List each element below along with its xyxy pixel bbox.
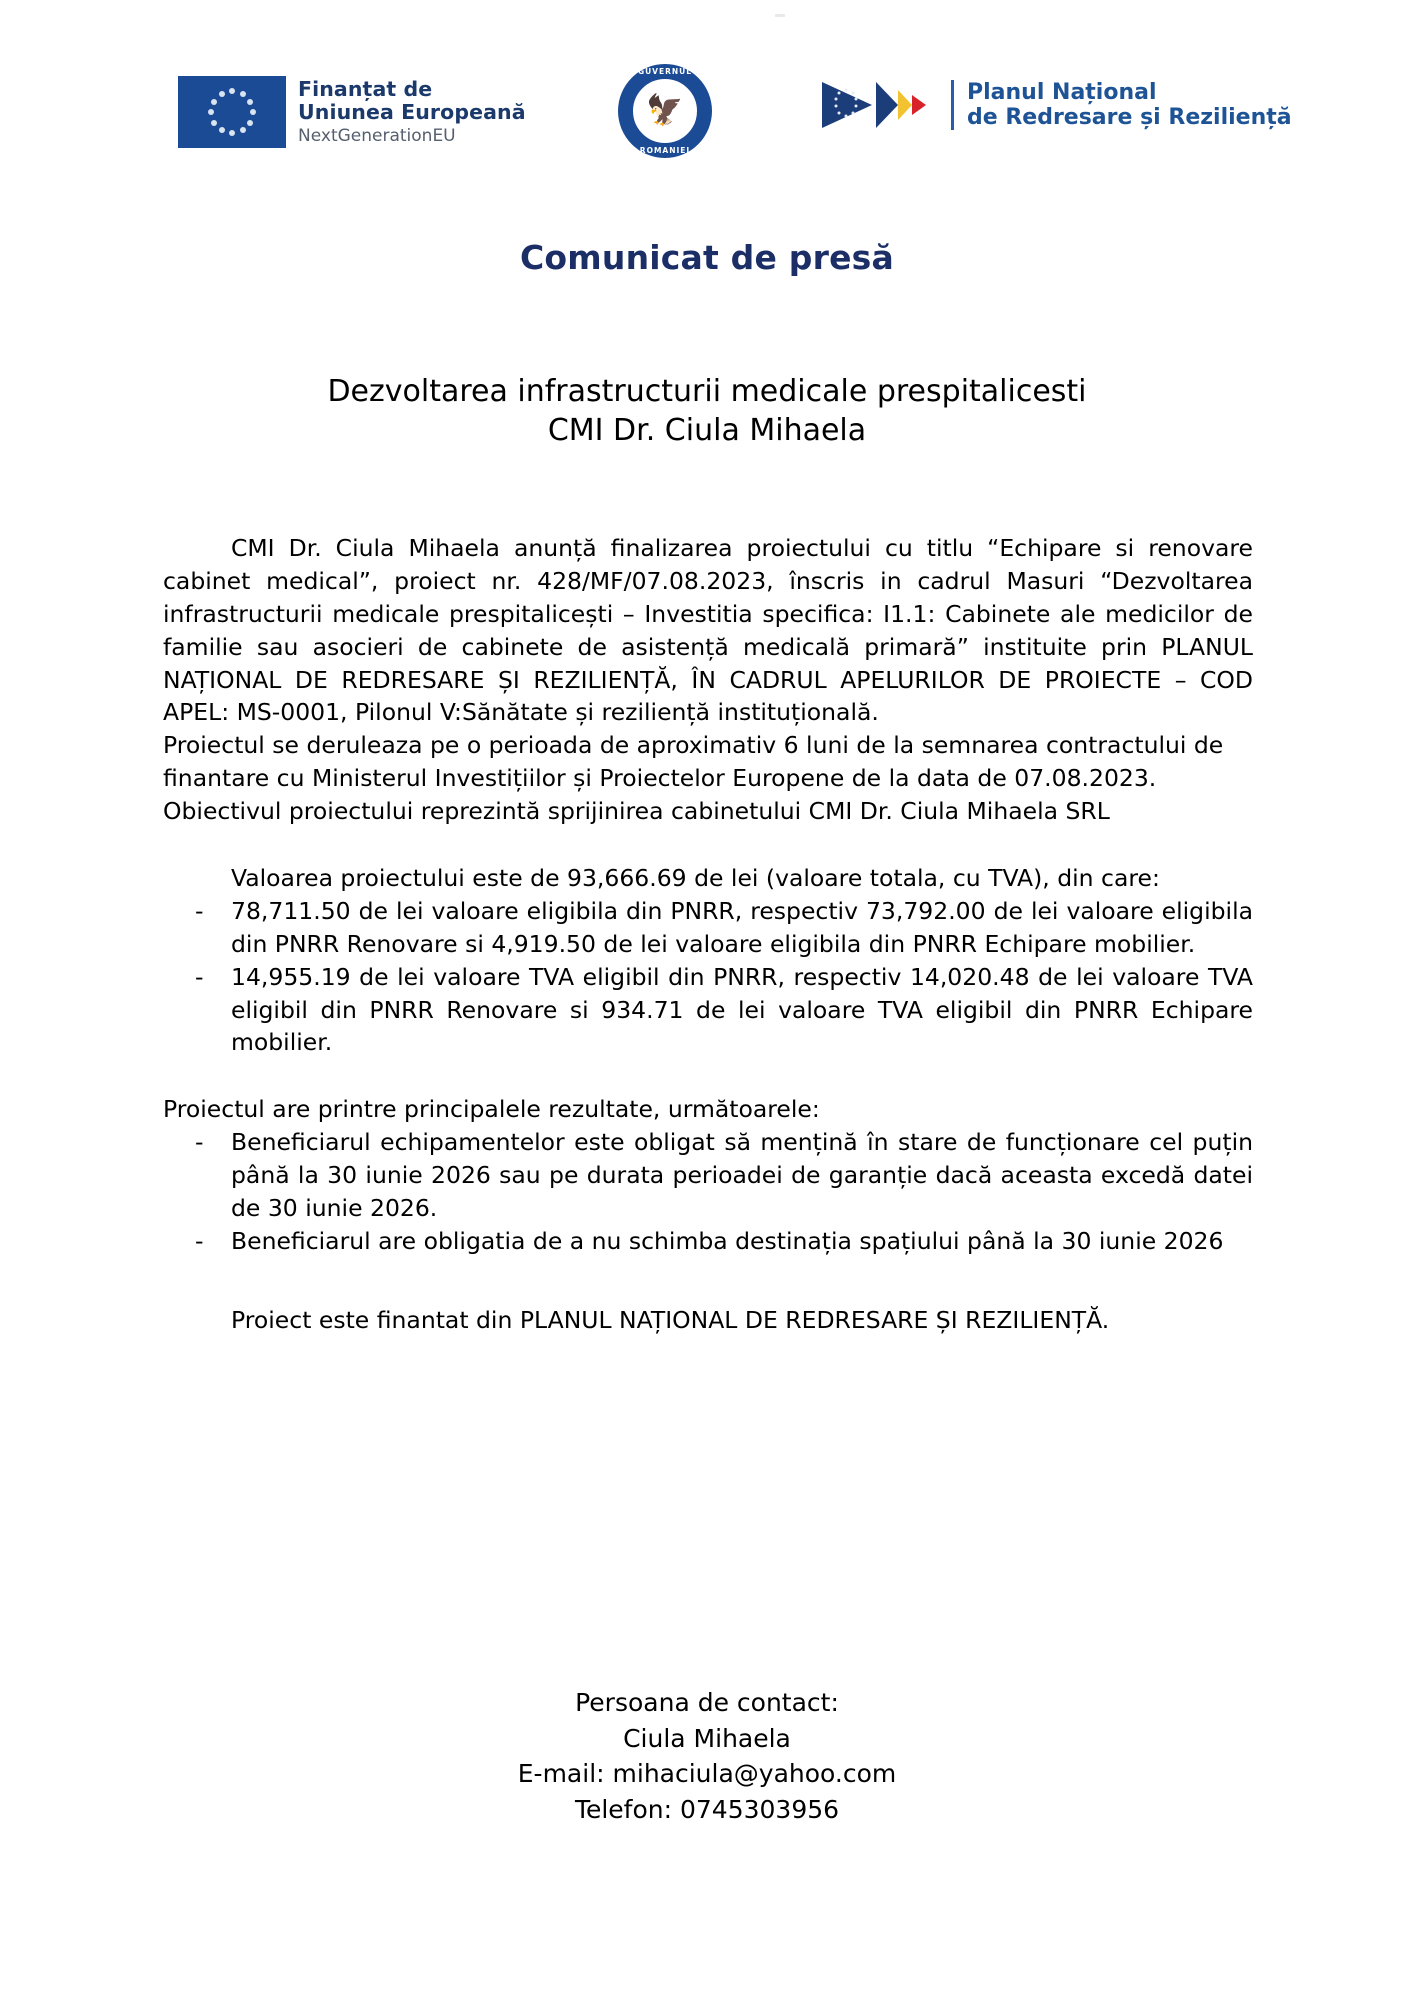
spacer — [163, 1059, 1253, 1093]
eu-text-line2: Uniunea Europeană — [298, 100, 526, 125]
header-logo-strip — [0, 58, 1414, 158]
pnrr-logo-text — [951, 80, 1292, 130]
list-item: - Beneficiarul echipamentelor este obligat să mențină în stare de funcționare cel puțin până la 30 iunie 2026 sau pe durata perioadei de garanție dacă aceasta excedă datei de 30 iunie 2026. — [163, 1126, 1253, 1225]
page-title-line1: Dezvoltarea infrastructurii medicale prespitalicesti — [327, 374, 1087, 409]
pnrr-text-line2: de Redresare și Reziliență — [967, 105, 1292, 130]
page-title-line2: CMI Dr. Ciula Mihaela — [547, 413, 867, 448]
romanian-government-seal — [618, 64, 712, 158]
eagle-icon: 🦅 — [646, 93, 684, 128]
document-body — [163, 532, 1253, 1337]
eu-star-icon — [219, 91, 225, 97]
eu-star-icon — [247, 99, 253, 105]
spacer — [163, 1258, 1253, 1304]
contact-phone: Telefon: 0745303956 — [574, 1794, 840, 1824]
seal-text-top: GUVERNUL — [637, 67, 693, 76]
eu-star-icon — [240, 127, 246, 133]
spacer — [163, 828, 1253, 862]
eu-star-icon — [240, 91, 246, 97]
list-item: - Beneficiarul are obligatia de a nu schimba destinația spațiului până la 30 iunie 2026 — [163, 1225, 1253, 1258]
pnrr-text-line1: Planul Național — [967, 79, 1157, 105]
paragraph-duration: Proiectul se deruleaza pe o perioada de aproximativ 6 luni de la semnarea contractului de finantare cu Ministerul Investițiilor și Proiectelor Europene de la data de 07.08.2023. — [163, 731, 1224, 793]
list-item: - 14,955.19 de lei valoare TVA eligibil din PNRR, respectiv 14,020.48 de lei valoare TVA eligibil din PNRR Renovare si 934.71 de lei valoare TVA eligibil din PNRR Echipare mobilier. — [163, 961, 1253, 1060]
eu-star-icon — [211, 120, 217, 126]
page-title — [0, 372, 1414, 450]
results-list — [163, 1126, 1253, 1258]
contact-email: E-mail: mihaciula@yahoo.com — [517, 1759, 897, 1788]
eu-funding-logo — [178, 76, 526, 148]
paragraph-objective: Obiectivul proiectului reprezintă sprijinirea cabinetului CMI Dr. Ciula Mihaela SRL — [163, 797, 1110, 826]
seal-text-bottom: ROMANIEI — [639, 146, 691, 155]
paragraph-financing: Proiect este finantat din PLANUL NAȚIONAL DE REDRESARE ȘI REZILIENȚĂ. — [231, 1305, 1110, 1334]
eu-funding-text — [298, 76, 526, 147]
page-artifact-mark — [775, 14, 785, 17]
pnrr-logo — [820, 76, 1292, 134]
eu-text-line3: NextGenerationEU — [298, 126, 456, 147]
eu-text-line1: Finanțat de — [298, 77, 433, 101]
eu-star-icon — [250, 109, 256, 115]
eu-star-icon — [229, 88, 235, 94]
value-breakdown-list — [163, 895, 1253, 1059]
gov-seal-icon — [618, 64, 712, 158]
paragraph-value-intro: Valoarea proiectului este de 93,666.69 de lei (valoare totala, cu TVA), din care: — [231, 864, 1160, 893]
paragraph-results-intro: Proiectul are printre principalele rezultate, următoarele: — [163, 1095, 820, 1124]
contact-block — [0, 1685, 1414, 1827]
pnrr-arrows-icon — [820, 76, 938, 134]
eu-star-icon — [247, 120, 253, 126]
eu-flag-icon — [178, 76, 286, 148]
eu-star-icon — [208, 109, 214, 115]
contact-label: Persoana de contact: — [575, 1688, 839, 1717]
paragraph-intro: CMI Dr. Ciula Mihaela anunță finalizarea proiectului cu titlu “Echipare si renovare cabinet medical”, proiect nr. 428/MF/07.08.2023, înscris in cadrul Masuri “Dezvoltarea infrastructurii medicale prespitalicești – Investitia specifica: I1.1: Cabinete ale medicilor de familie sau asocieri de cabinete de asistență medicală primară” instituite prin PLANUL NAȚIONAL DE REDRESARE ȘI REZILIENȚĂ, ÎN CADRUL APELURILOR DE PROIECTE – COD APEL: MS-0001, Pilonul V:Sănătate și reziliență instituțională. — [163, 534, 1253, 727]
eu-star-icon — [219, 127, 225, 133]
eu-star-icon — [211, 99, 217, 105]
contact-name: Ciula Mihaela — [623, 1723, 791, 1753]
press-release-label: Comunicat de presă — [520, 238, 894, 277]
list-item: - 78,711.50 de lei valoare eligibila din PNRR, respectiv 73,792.00 de lei valoare eligibila din PNRR Renovare si 4,919.50 de lei valoare eligibila din PNRR Echipare mobilier. — [163, 895, 1253, 961]
eu-star-icon — [229, 130, 235, 136]
